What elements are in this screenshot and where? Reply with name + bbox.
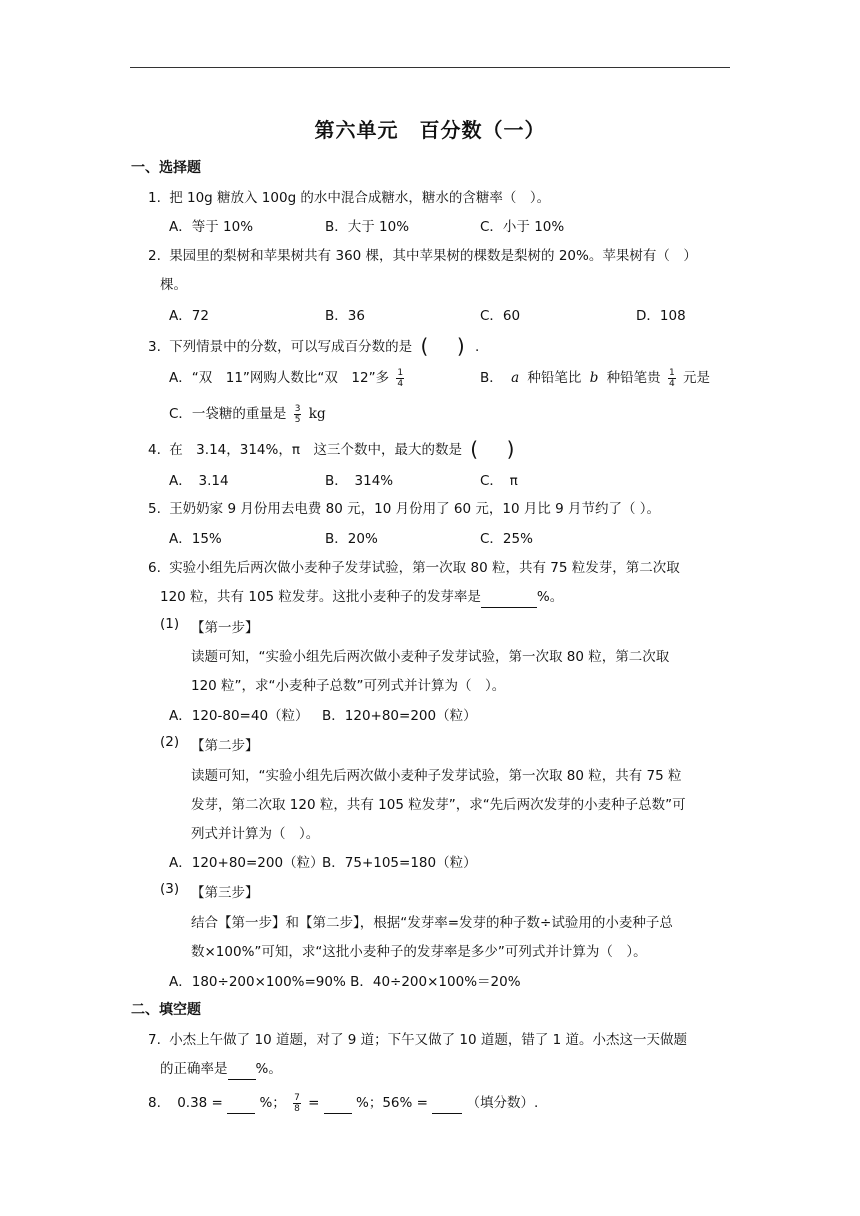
q4-option-c[interactable]: C． π: [480, 473, 518, 489]
answer-paren-open: (: [420, 334, 429, 358]
q3-option-b[interactable]: [480, 366, 710, 389]
question-text: 果园里的梨树和苹果树共有 360 棵，其中苹果树的棵数是梨树的 20%。苹果树有（ ）: [169, 248, 697, 264]
step-text: 列式并计算为（ ）。: [191, 826, 320, 842]
question-6-line2: [160, 585, 563, 608]
question-text: %；56% =: [356, 1095, 428, 1111]
option-text: A．“双 11”网购人数比“双 12”多: [169, 370, 390, 386]
step3-options[interactable]: A．180÷200×100%=90% B．40÷200×100%＝20%: [169, 974, 521, 990]
answer-paren-close: ): [506, 437, 515, 461]
question-number: 6.: [148, 560, 161, 576]
q3-option-a[interactable]: [169, 366, 407, 389]
fraction: $\frac{1}{4}$: [668, 367, 675, 389]
q1-option-a[interactable]: A．等于 10%: [169, 219, 254, 235]
question-number: 8.: [148, 1095, 161, 1111]
step-label: 【第二步】: [191, 738, 259, 754]
question-text: 在 3.14，314%，π 这三个数中，最大的数是: [169, 442, 462, 458]
question-text: 120 粒，共有 105 粒发芽。这批小麦种子的发芽率是: [160, 589, 481, 605]
question-7: [148, 1028, 687, 1048]
question-text: 0.38 =: [177, 1095, 223, 1111]
step-number: (1): [160, 616, 180, 632]
q1-option-b[interactable]: B．大于 10%: [325, 219, 410, 235]
step-text: 数×100%”可知，求“这批小麦种子的发芽率是多少”可列式并计算为（ ）。: [191, 944, 647, 960]
step-text: 发芽，第二次取 120 粒，共有 105 粒发芽”，求“先后两次发芽的小麦种子总数”可: [191, 797, 686, 813]
question-text: 实验小组先后两次做小麦种子发芽试验，第一次取 80 粒，共有 75 粒发芽，第二次取: [169, 560, 680, 576]
question-number: 5.: [148, 501, 161, 517]
step1-option-a[interactable]: A．120-80=40（粒）: [169, 708, 309, 724]
question-6: [148, 556, 680, 576]
step-label: 【第一步】: [191, 620, 259, 636]
question-text: 下列情景中的分数，可以写成百分数的是: [169, 339, 413, 355]
question-number: 4.: [148, 442, 161, 458]
variable-a: a: [511, 370, 520, 386]
q2-option-b[interactable]: B．36: [325, 308, 365, 324]
question-7-line2: [160, 1057, 282, 1080]
step-label: 【第三步】: [191, 885, 259, 901]
step-text: 读题可知，“实验小组先后两次做小麦种子发芽试验，第一次取 80 粒，共有 75 粒: [191, 768, 682, 784]
question-text: =: [308, 1095, 320, 1111]
q4-option-b[interactable]: B． 314%: [325, 473, 394, 489]
option-text: C．一袋糖的重量是: [169, 406, 287, 422]
q4-option-a[interactable]: A． 3.14: [169, 473, 229, 489]
q2-option-d[interactable]: D．108: [636, 308, 686, 324]
question-tail: .: [475, 339, 480, 355]
answer-blank[interactable]: [227, 1097, 255, 1114]
step-number: (2): [160, 734, 180, 750]
option-text: 种铅笔贵: [606, 370, 661, 386]
question-text: %。: [255, 1061, 282, 1077]
page-title: 第六单元 百分数（一）: [314, 118, 546, 142]
step-text: 120 粒”，求“小麦种子总数”可列式并计算为（ ）。: [191, 678, 506, 694]
step1-option-b[interactable]: B．120+80=200（粒）: [322, 708, 477, 724]
question-text: （填分数）.: [466, 1095, 539, 1111]
step-text: 结合【第一步】和【第二步】，根据“发芽率=发芽的种子数÷试验用的小麦种子总: [191, 915, 673, 931]
answer-blank[interactable]: [481, 591, 537, 608]
question-number: 2.: [148, 248, 161, 264]
step2-option-b[interactable]: B．75+105=180（粒）: [322, 855, 477, 871]
question-text: 小杰上午做了 10 道题，对了 9 道；下午又做了 10 道题，错了 1 道。小杰这一天做题: [169, 1032, 688, 1048]
step-number: (3): [160, 881, 180, 897]
option-text: 元是: [683, 370, 710, 386]
step-text: 读题可知，“实验小组先后两次做小麦种子发芽试验，第一次取 80 粒，第二次取: [191, 649, 670, 665]
question-2: [148, 244, 697, 264]
q3-option-c[interactable]: [169, 402, 326, 425]
option-text: 种铅笔比: [527, 370, 582, 386]
question-8: [148, 1091, 538, 1114]
fraction: $\frac{3}{5}$: [294, 403, 301, 425]
answer-blank[interactable]: [228, 1063, 256, 1080]
question-text: 王奶奶家 9 月份用去电费 80 元，10 月份用了 60 元，10 月比 9 月节约了（ ）。: [169, 501, 661, 517]
variable-b: b: [589, 370, 599, 386]
q5-option-c[interactable]: C．25%: [480, 531, 533, 547]
question-5: [148, 497, 660, 517]
section-heading-choice: 一、选择题: [131, 160, 201, 176]
header-rule: [130, 67, 730, 68]
question-number: 7.: [148, 1032, 161, 1048]
question-text: 的正确率是: [160, 1061, 228, 1077]
q5-option-a[interactable]: A．15%: [169, 531, 222, 547]
q1-option-c[interactable]: C．小于 10%: [480, 219, 565, 235]
unit: kg: [308, 406, 326, 422]
question-2-line2: 棵。: [160, 277, 187, 293]
question-number: 3.: [148, 339, 161, 355]
q2-option-c[interactable]: C．60: [480, 308, 521, 324]
answer-blank[interactable]: [324, 1097, 352, 1114]
option-label: B．: [480, 370, 503, 386]
answer-paren-close: ): [456, 334, 465, 358]
answer-paren-open: (: [470, 437, 479, 461]
q2-option-a[interactable]: A．72: [169, 308, 209, 324]
question-1: [148, 186, 550, 206]
question-text: 把 10g 糖放入 100g 的水中混合成糖水，糖水的含糖率（ ）。: [169, 190, 551, 206]
question-3: [148, 334, 479, 358]
answer-blank[interactable]: [432, 1097, 462, 1114]
q5-option-b[interactable]: B．20%: [325, 531, 378, 547]
step2-option-a[interactable]: A．120+80=200（粒）: [169, 855, 324, 871]
fraction: $\frac{7}{8}$: [294, 1092, 300, 1114]
section-heading-fill: 二、填空题: [131, 1002, 201, 1018]
question-4: [148, 437, 514, 461]
question-text: %。: [536, 589, 564, 605]
question-number: 1.: [148, 190, 161, 206]
fraction: $\frac{1}{4}$: [397, 367, 404, 389]
question-text: %；: [259, 1095, 286, 1111]
